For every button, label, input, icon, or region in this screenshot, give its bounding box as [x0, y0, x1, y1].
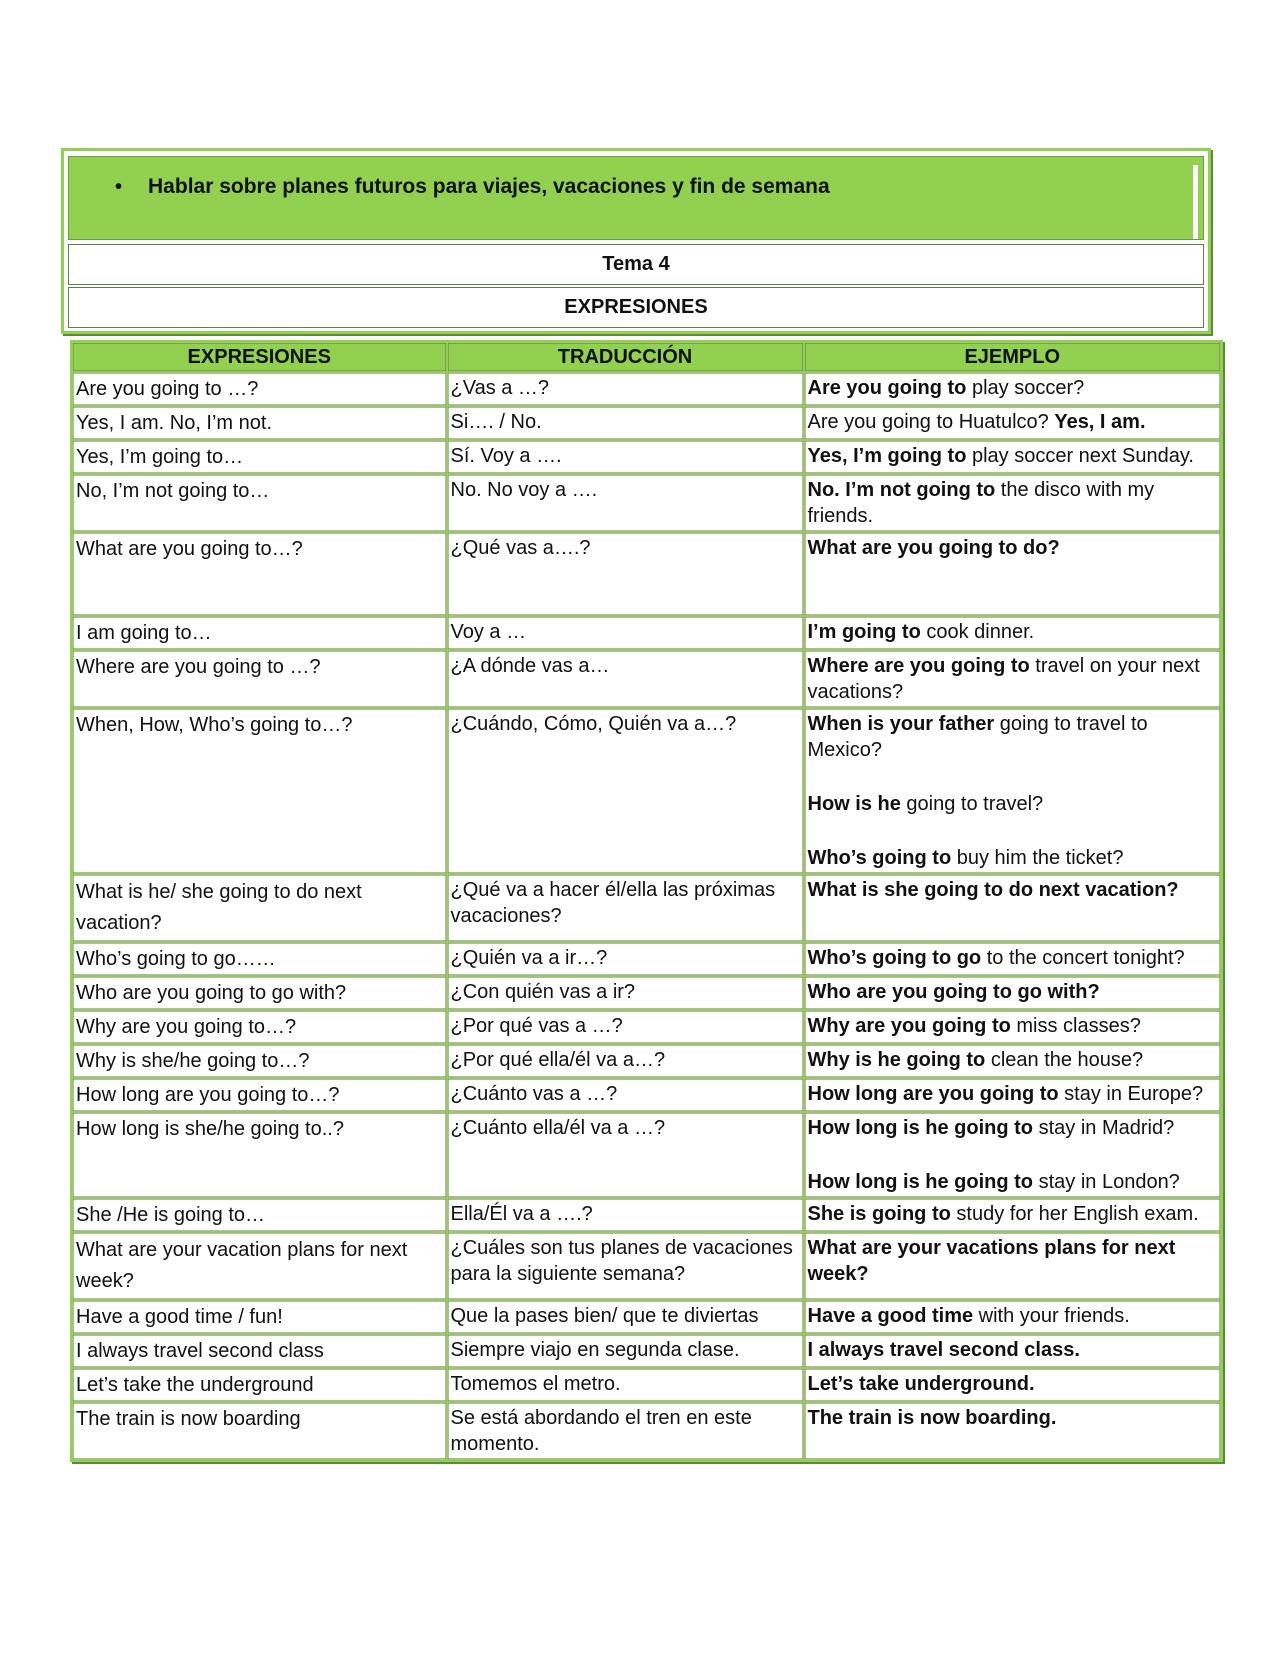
- example-cell: [804, 616, 1222, 650]
- expressions-table: [70, 340, 1223, 1462]
- table-row: [72, 1232, 1222, 1300]
- example-text: miss classes?: [1010, 1015, 1141, 1037]
- example-segment: [808, 377, 1085, 399]
- table-row: [72, 650, 1222, 708]
- expression-cell: Who’s going to go……: [72, 942, 447, 976]
- example-segment: [808, 411, 1055, 433]
- example-cell: [804, 708, 1222, 874]
- example-segment: [808, 1083, 1204, 1105]
- example-text: Are you going to Huatulco?: [807, 411, 1055, 433]
- column-header-expresiones: EXPRESIONES: [72, 342, 447, 373]
- translation-cell: Ella/Él va a ….?: [447, 1198, 804, 1232]
- example-bold-text: I’m going to: [807, 621, 921, 643]
- example-segment: [808, 845, 1219, 871]
- translation-cell: ¿Por qué ella/él va a…?: [447, 1044, 804, 1078]
- example-segment: [808, 1015, 1141, 1037]
- example-cell: [804, 1078, 1222, 1112]
- translation-cell: Tomemos el metro.: [447, 1368, 804, 1402]
- expression-cell: No, I’m not going to…: [72, 474, 447, 532]
- example-segment: [808, 1373, 1035, 1395]
- expression-cell: Let’s take the underground: [72, 1368, 447, 1402]
- example-bold-text: How long is he going to: [807, 1171, 1034, 1193]
- objective-banner: [68, 156, 1204, 240]
- example-cell: [804, 532, 1222, 616]
- translation-cell: ¿Con quién vas a ir?: [447, 976, 804, 1010]
- objective-item: [115, 175, 830, 199]
- translation-cell: Que la pases bien/ que te diviertas: [447, 1300, 804, 1334]
- example-text: clean the house?: [985, 1049, 1144, 1071]
- example-cell: [804, 976, 1222, 1010]
- expression-cell: What are your vacation plans for next week?: [72, 1232, 447, 1300]
- example-text: buy him the ticket?: [951, 847, 1124, 869]
- example-segment: [808, 1305, 1130, 1327]
- example-segment: [808, 1407, 1057, 1429]
- table-row: [72, 708, 1222, 874]
- example-text: study for her English exam.: [950, 1203, 1199, 1225]
- translation-cell: ¿Cuánto ella/él va a …?: [447, 1112, 804, 1198]
- example-text: play soccer next Sunday.: [966, 445, 1194, 467]
- example-segment: [808, 947, 1185, 969]
- expression-cell: When, How, Who’s going to…?: [72, 708, 447, 874]
- example-bold-text: Why are you going to: [807, 1015, 1011, 1037]
- table-row: [72, 976, 1222, 1010]
- expression-cell: Why is she/he going to…?: [72, 1044, 447, 1078]
- table-row: [72, 1300, 1222, 1334]
- example-cell: [804, 874, 1222, 942]
- expression-cell: Yes, I’m going to…: [72, 440, 447, 474]
- table-row: [72, 874, 1222, 942]
- table-row: [72, 1010, 1222, 1044]
- example-segment: [808, 711, 1219, 763]
- example-bold-text: What is she going to do next vacation?: [807, 879, 1179, 901]
- translation-cell: ¿Vas a …?: [447, 372, 804, 406]
- example-text: going to travel to Mexico?: [807, 713, 1148, 761]
- example-bold-text: She is going to: [807, 1203, 951, 1225]
- example-segment: [808, 621, 1035, 643]
- table-row: [72, 1402, 1222, 1461]
- expression-cell: Why are you going to…?: [72, 1010, 447, 1044]
- example-segment: [1054, 411, 1145, 433]
- example-cell: [804, 1232, 1222, 1300]
- table-row: [72, 1044, 1222, 1078]
- example-cell: [804, 1300, 1222, 1334]
- example-bold-text: How long is he going to: [807, 1117, 1034, 1139]
- example-bold-text: Let’s take underground.: [807, 1373, 1035, 1395]
- table-row: [72, 1198, 1222, 1232]
- table-row: [72, 372, 1222, 406]
- example-segment: [808, 445, 1194, 467]
- example-segment: [808, 1237, 1176, 1285]
- table-header-row: [72, 342, 1222, 373]
- expression-cell: Are you going to …?: [72, 372, 447, 406]
- translation-cell: ¿Qué va a hacer él/ella las próximas vacaciones?: [447, 874, 804, 942]
- expression-cell: Yes, I am. No, I’m not.: [72, 406, 447, 440]
- expression-cell: What are you going to…?: [72, 532, 447, 616]
- expression-cell: I am going to…: [72, 616, 447, 650]
- example-bold-text: How is he: [807, 793, 901, 815]
- translation-cell: ¿Qué vas a….?: [447, 532, 804, 616]
- expression-cell: The train is now boarding: [72, 1402, 447, 1461]
- example-text: going to travel?: [900, 793, 1044, 815]
- example-bold-text: When is your father: [807, 713, 995, 735]
- example-cell: [804, 372, 1222, 406]
- example-text: to the concert tonight?: [981, 947, 1185, 969]
- translation-cell: Siempre viajo en segunda clase.: [447, 1334, 804, 1368]
- translation-cell: Si…. / No.: [447, 406, 804, 440]
- table-row: [72, 474, 1222, 532]
- expression-cell: Where are you going to …?: [72, 650, 447, 708]
- table-row: [72, 406, 1222, 440]
- example-cell: [804, 1402, 1222, 1461]
- example-segment: [808, 981, 1100, 1003]
- banner-edge-bar: [1193, 165, 1198, 239]
- example-bold-text: The train is now boarding.: [807, 1407, 1057, 1429]
- example-segment: [808, 537, 1060, 559]
- column-header-ejemplo: EJEMPLO: [804, 342, 1222, 373]
- example-bold-text: Yes, I’m going to: [807, 445, 967, 467]
- translation-cell: Se está abordando el tren en este momento.: [447, 1402, 804, 1461]
- translation-cell: ¿Por qué vas a …?: [447, 1010, 804, 1044]
- topic-title: Tema 4: [68, 244, 1204, 285]
- example-bold-text: I always travel second class.: [807, 1339, 1080, 1361]
- objective-text: Hablar sobre planes futuros para viajes, vacaciones y fin de semana: [148, 175, 830, 198]
- example-bold-text: Yes, I am.: [1054, 411, 1146, 433]
- example-bold-text: Who’s going to go: [807, 947, 982, 969]
- example-text: stay in Madrid?: [1033, 1117, 1175, 1139]
- expression-cell: Who are you going to go with?: [72, 976, 447, 1010]
- example-text: play soccer?: [966, 377, 1085, 399]
- translation-cell: ¿Cuáles son tus planes de vacaciones para la siguiente semana?: [447, 1232, 804, 1300]
- example-cell: [804, 1010, 1222, 1044]
- example-segment: [808, 655, 1200, 703]
- translation-cell: ¿Quién va a ir…?: [447, 942, 804, 976]
- expression-cell: Have a good time / fun!: [72, 1300, 447, 1334]
- example-bold-text: What are you going to do?: [807, 537, 1060, 559]
- example-bold-text: Where are you going to: [807, 655, 1030, 677]
- table-row: [72, 942, 1222, 976]
- example-cell: [804, 1112, 1222, 1198]
- section-title: EXPRESIONES: [68, 287, 1204, 328]
- example-cell: [804, 1368, 1222, 1402]
- example-text: the disco with my friends.: [807, 479, 1155, 527]
- example-text: stay in London?: [1033, 1171, 1180, 1193]
- example-cell: [804, 406, 1222, 440]
- example-segment: [808, 879, 1179, 901]
- table-row: [72, 1112, 1222, 1198]
- example-cell: [804, 650, 1222, 708]
- example-segment: [808, 1049, 1144, 1071]
- translation-cell: ¿A dónde vas a…: [447, 650, 804, 708]
- example-bold-text: No. I’m not going to: [807, 479, 996, 501]
- example-segment: [808, 1203, 1199, 1225]
- example-bold-text: Have a good time: [807, 1305, 974, 1327]
- expression-cell: What is he/ she going to do next vacation?: [72, 874, 447, 942]
- expression-cell: I always travel second class: [72, 1334, 447, 1368]
- example-text: cook dinner.: [920, 621, 1035, 643]
- example-segment: [808, 1169, 1219, 1195]
- translation-cell: Voy a …: [447, 616, 804, 650]
- example-bold-text: What are your vacations plans for next week?: [807, 1237, 1176, 1285]
- example-segment: [808, 791, 1219, 817]
- table-row: [72, 1078, 1222, 1112]
- expression-cell: How long are you going to…?: [72, 1078, 447, 1112]
- example-cell: [804, 1044, 1222, 1078]
- translation-cell: ¿Cuándo, Cómo, Quién va a…?: [447, 708, 804, 874]
- example-cell: [804, 440, 1222, 474]
- table-row: [72, 616, 1222, 650]
- translation-cell: No. No voy a ….: [447, 474, 804, 532]
- bullet-icon: •: [115, 175, 123, 198]
- example-segment: [808, 1115, 1219, 1141]
- example-bold-text: Are you going to: [807, 377, 967, 399]
- table-row: [72, 1334, 1222, 1368]
- translation-cell: Sí. Voy a ….: [447, 440, 804, 474]
- example-cell: [804, 1198, 1222, 1232]
- translation-cell: ¿Cuánto vas a …?: [447, 1078, 804, 1112]
- example-segment: [808, 479, 1155, 527]
- example-bold-text: How long are you going to: [807, 1083, 1059, 1105]
- table-row: [72, 532, 1222, 616]
- header-block: [61, 148, 1211, 334]
- example-bold-text: Who’s going to: [807, 847, 952, 869]
- example-text: with your friends.: [973, 1305, 1130, 1327]
- table-row: [72, 1368, 1222, 1402]
- example-cell: [804, 474, 1222, 532]
- expression-cell: She /He is going to…: [72, 1198, 447, 1232]
- example-bold-text: Why is he going to: [807, 1049, 986, 1071]
- example-text: stay in Europe?: [1058, 1083, 1204, 1105]
- column-header-traduccion: TRADUCCIÓN: [447, 342, 804, 373]
- table-row: [72, 440, 1222, 474]
- example-cell: [804, 942, 1222, 976]
- example-segment: [808, 1339, 1080, 1361]
- example-text: travel on your next vacations?: [807, 655, 1200, 703]
- expression-cell: How long is she/he going to..?: [72, 1112, 447, 1198]
- table-body: [72, 372, 1222, 1461]
- example-bold-text: Who are you going to go with?: [807, 981, 1100, 1003]
- example-cell: [804, 1334, 1222, 1368]
